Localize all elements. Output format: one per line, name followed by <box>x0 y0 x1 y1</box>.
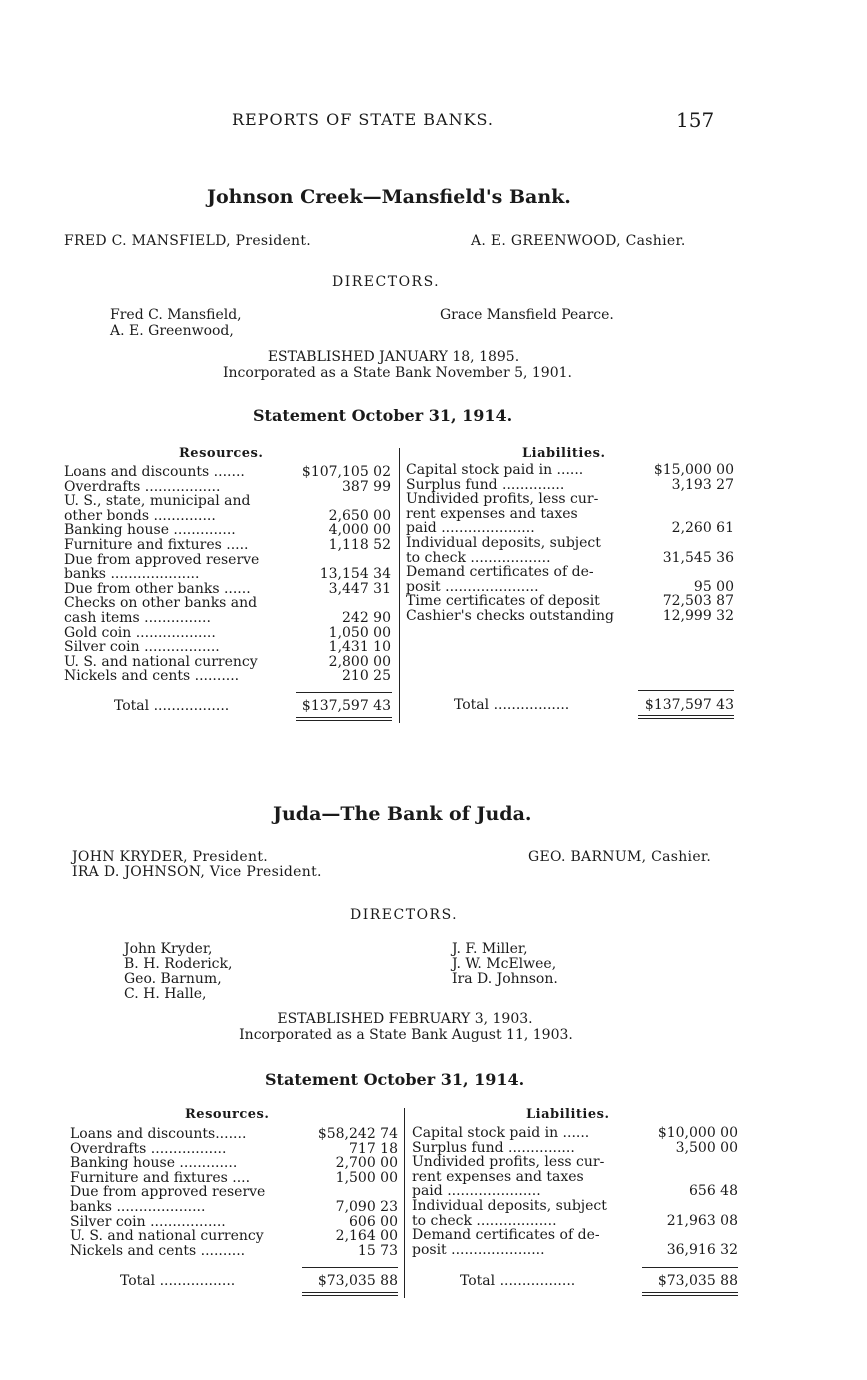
row-label: paid ..................... <box>412 1184 541 1199</box>
statement-row <box>70 1200 398 1215</box>
statement-row <box>64 669 391 684</box>
statement-row <box>70 1229 398 1244</box>
total-label: Total ................. <box>114 698 230 714</box>
row-amount: $10,000 00 <box>657 1125 738 1141</box>
established-date: ESTABLISHED JANUARY 18, 1895. <box>267 349 520 365</box>
row-label: banks .................... <box>70 1199 206 1215</box>
statement-row <box>412 1155 738 1170</box>
director: J. F. Miller, <box>452 941 528 957</box>
row-amount: 242 90 <box>342 609 391 626</box>
statement-row <box>406 551 734 566</box>
statement-row <box>412 1214 738 1229</box>
column-divider <box>404 1108 405 1298</box>
total-liabilities: $137,597 43 <box>644 697 734 713</box>
statement-row <box>64 582 391 597</box>
running-head: REPORTS OF STATE BANKS. <box>232 110 495 129</box>
row-label: Banking house ............. <box>70 1156 238 1171</box>
row-label: Nickels and cents .......... <box>64 669 240 684</box>
total-rule <box>302 1267 398 1268</box>
resources-list <box>70 1127 398 1258</box>
director: Grace Mansfield Pearce. <box>440 307 614 323</box>
row-amount: 31,545 36 <box>662 549 734 566</box>
row-label: Cashier's checks outstanding <box>406 608 614 624</box>
row-label: posit ..................... <box>412 1242 545 1258</box>
director: A. E. Greenwood, <box>110 323 234 339</box>
director: Fred C. Mansfield, <box>110 307 242 323</box>
row-label: Demand certificates of de- <box>406 565 594 580</box>
row-label: Surplus fund .............. <box>406 477 565 493</box>
row-label: Time certificates of deposit <box>406 594 600 609</box>
statement-row <box>70 1156 398 1171</box>
row-label: Loans and discounts....... <box>70 1127 247 1142</box>
director: Geo. Barnum, <box>124 971 222 987</box>
row-label: Furniture and fixtures ..... <box>64 537 249 553</box>
row-label: Banking house .............. <box>64 523 236 538</box>
incorporated-date: Incorporated as a State Bank November 5, 1901. <box>223 365 572 381</box>
row-amount: 656 48 <box>689 1183 738 1200</box>
statement-row <box>70 1142 398 1157</box>
row-amount: 2,700 00 <box>335 1155 398 1172</box>
total-rule <box>638 690 734 691</box>
row-amount: $107,105 02 <box>301 464 391 480</box>
statement-row <box>64 480 391 495</box>
president: JOHN KRYDER, President. <box>72 849 268 865</box>
row-amount: 3,447 31 <box>328 580 391 597</box>
row-label: Overdrafts ................. <box>64 479 221 495</box>
row-label: paid ..................... <box>406 521 535 536</box>
statement-row <box>406 609 734 624</box>
row-label: U. S., state, municipal and <box>64 494 251 509</box>
statement-row <box>64 640 391 655</box>
row-label: Due from approved reserve <box>70 1185 266 1200</box>
row-label: to check .................. <box>406 550 551 566</box>
total-double-rule <box>296 717 392 718</box>
statement-row <box>406 521 734 536</box>
row-amount: $58,242 74 <box>317 1126 398 1142</box>
row-amount: 1,500 00 <box>335 1169 398 1186</box>
director: J. W. McElwee, <box>452 956 557 972</box>
total-double-rule <box>638 718 734 719</box>
row-label: cash items ............... <box>64 610 211 626</box>
liabilities-heading: Liabilities. <box>526 1107 610 1122</box>
total-double-rule <box>638 715 734 716</box>
total-label: Total ................. <box>460 1273 576 1289</box>
row-label: Capital stock paid in ...... <box>412 1126 590 1141</box>
bank-title: Johnson Creek—Mansfield's Bank. <box>207 186 571 208</box>
row-amount: 2,164 00 <box>335 1228 398 1245</box>
row-label: rent expenses and taxes <box>412 1169 584 1185</box>
statement-row <box>412 1170 738 1185</box>
row-label: Capital stock paid in ...... <box>406 463 584 478</box>
statement-row <box>70 1171 398 1186</box>
total-rule <box>296 692 392 693</box>
row-amount: 1,431 10 <box>328 639 391 656</box>
statement-row <box>412 1126 738 1141</box>
statement-row <box>64 596 391 611</box>
established-date: ESTABLISHED FEBRUARY 3, 1903. <box>277 1011 533 1027</box>
statement-row <box>64 494 391 509</box>
statement-row <box>412 1184 738 1199</box>
resources-heading: Resources. <box>185 1107 270 1122</box>
total-resources: $137,597 43 <box>301 698 391 714</box>
statement-row <box>64 523 391 538</box>
statement-row <box>70 1185 398 1200</box>
statement-row <box>406 492 734 507</box>
liabilities-list <box>412 1126 738 1257</box>
row-label: Nickels and cents .......... <box>70 1243 246 1259</box>
vice-president: IRA D. JOHNSON, Vice President. <box>72 864 322 880</box>
statement-row <box>64 611 391 626</box>
row-label: posit ..................... <box>406 579 539 595</box>
statement-row <box>412 1141 738 1156</box>
director: Ira D. Johnson. <box>452 971 558 987</box>
statement-row <box>64 626 391 641</box>
statement-row <box>70 1127 398 1142</box>
statement-title: Statement October 31, 1914. <box>253 406 513 425</box>
director: John Kryder, <box>124 941 213 957</box>
row-amount: 1,118 52 <box>328 536 391 553</box>
total-double-rule <box>296 720 392 721</box>
row-amount: 95 00 <box>693 578 734 595</box>
row-label: Silver coin ................. <box>70 1214 226 1230</box>
row-label: Due from approved reserve <box>64 552 260 568</box>
liabilities-heading: Liabilities. <box>522 446 606 461</box>
page-number: 157 <box>676 108 715 132</box>
row-amount: 717 18 <box>349 1140 398 1157</box>
row-amount: 606 00 <box>349 1213 398 1230</box>
statement-row <box>64 655 391 670</box>
row-label: other bonds .............. <box>64 508 216 524</box>
statement-row <box>64 553 391 568</box>
bank-title: Juda—The Bank of Juda. <box>273 803 532 825</box>
row-label: banks .................... <box>64 567 200 582</box>
row-label: Due from other banks ...... <box>64 581 251 597</box>
row-amount: 12,999 32 <box>662 607 734 624</box>
statement-row <box>64 509 391 524</box>
total-double-rule <box>642 1295 738 1296</box>
statement-row <box>64 538 391 553</box>
statement-row <box>406 580 734 595</box>
directors-heading: DIRECTORS. <box>350 907 459 923</box>
row-amount: 36,916 32 <box>666 1241 738 1258</box>
row-label: Undivided profits, less cur- <box>412 1155 605 1170</box>
statement-row <box>412 1199 738 1214</box>
total-double-rule <box>302 1292 398 1293</box>
statement-row <box>406 463 734 478</box>
liabilities-list <box>406 463 734 624</box>
row-amount: 4,000 00 <box>328 522 391 539</box>
total-resources: $73,035 88 <box>317 1273 398 1289</box>
row-amount: 387 99 <box>342 478 391 495</box>
row-amount: 15 73 <box>357 1242 398 1259</box>
statement-row <box>406 594 734 609</box>
row-label: Surplus fund ............... <box>412 1140 575 1156</box>
row-amount: 210 25 <box>342 668 391 685</box>
row-label: Undivided profits, less cur- <box>406 492 599 507</box>
director: B. H. Roderick, <box>124 956 233 972</box>
row-label: Checks on other banks and <box>64 596 258 611</box>
row-label: Gold coin .................. <box>64 625 216 641</box>
row-amount: 1,050 00 <box>328 624 391 641</box>
row-label: Individual deposits, subject <box>406 535 601 551</box>
resources-heading: Resources. <box>179 446 264 461</box>
resources-list <box>64 465 391 684</box>
total-label: Total ................. <box>120 1273 236 1289</box>
statement-row <box>64 567 391 582</box>
director: C. H. Halle, <box>124 986 207 1002</box>
president: FRED C. MANSFIELD, President. <box>64 233 312 249</box>
cashier: A. E. GREENWOOD, Cashier. <box>471 233 686 249</box>
statement-row <box>70 1244 398 1259</box>
row-amount: 3,500 00 <box>675 1139 738 1156</box>
row-amount: $15,000 00 <box>653 462 734 478</box>
statement-row <box>70 1215 398 1230</box>
row-label: rent expenses and taxes <box>406 506 578 522</box>
row-label: Overdrafts ................. <box>70 1141 227 1157</box>
row-label: U. S. and national currency <box>70 1229 264 1244</box>
row-label: Silver coin ................. <box>64 640 220 655</box>
row-amount: 72,503 87 <box>662 593 734 610</box>
statement-row <box>406 507 734 522</box>
row-label: Demand certificates of de- <box>412 1228 600 1243</box>
total-label: Total ................. <box>454 697 570 713</box>
row-amount: 2,260 61 <box>671 520 734 537</box>
total-double-rule <box>642 1292 738 1293</box>
total-double-rule <box>302 1295 398 1296</box>
statement-row <box>412 1228 738 1243</box>
row-amount: 2,650 00 <box>328 507 391 524</box>
row-label: Individual deposits, subject <box>412 1198 607 1214</box>
incorporated-date: Incorporated as a State Bank August 11, 1903. <box>239 1027 573 1043</box>
statement-title: Statement October 31, 1914. <box>265 1070 525 1089</box>
row-amount: 3,193 27 <box>671 476 734 493</box>
row-amount: 2,800 00 <box>328 653 391 670</box>
statement-row <box>406 536 734 551</box>
row-label: Loans and discounts ....... <box>64 465 245 480</box>
statement-row <box>64 465 391 480</box>
row-amount: 13,154 34 <box>319 566 391 583</box>
total-rule <box>642 1267 738 1268</box>
row-label: to check .................. <box>412 1213 557 1229</box>
row-amount: 21,963 08 <box>666 1212 738 1229</box>
column-divider <box>399 448 400 723</box>
row-label: U. S. and national currency <box>64 654 258 670</box>
row-label: Furniture and fixtures .... <box>70 1170 251 1186</box>
directors-heading: DIRECTORS. <box>332 274 441 290</box>
statement-row <box>412 1243 738 1258</box>
row-amount: 7,090 23 <box>335 1198 398 1215</box>
statement-row <box>406 478 734 493</box>
statement-row <box>406 565 734 580</box>
total-liabilities: $73,035 88 <box>657 1273 738 1289</box>
cashier: GEO. BARNUM, Cashier. <box>528 849 712 865</box>
